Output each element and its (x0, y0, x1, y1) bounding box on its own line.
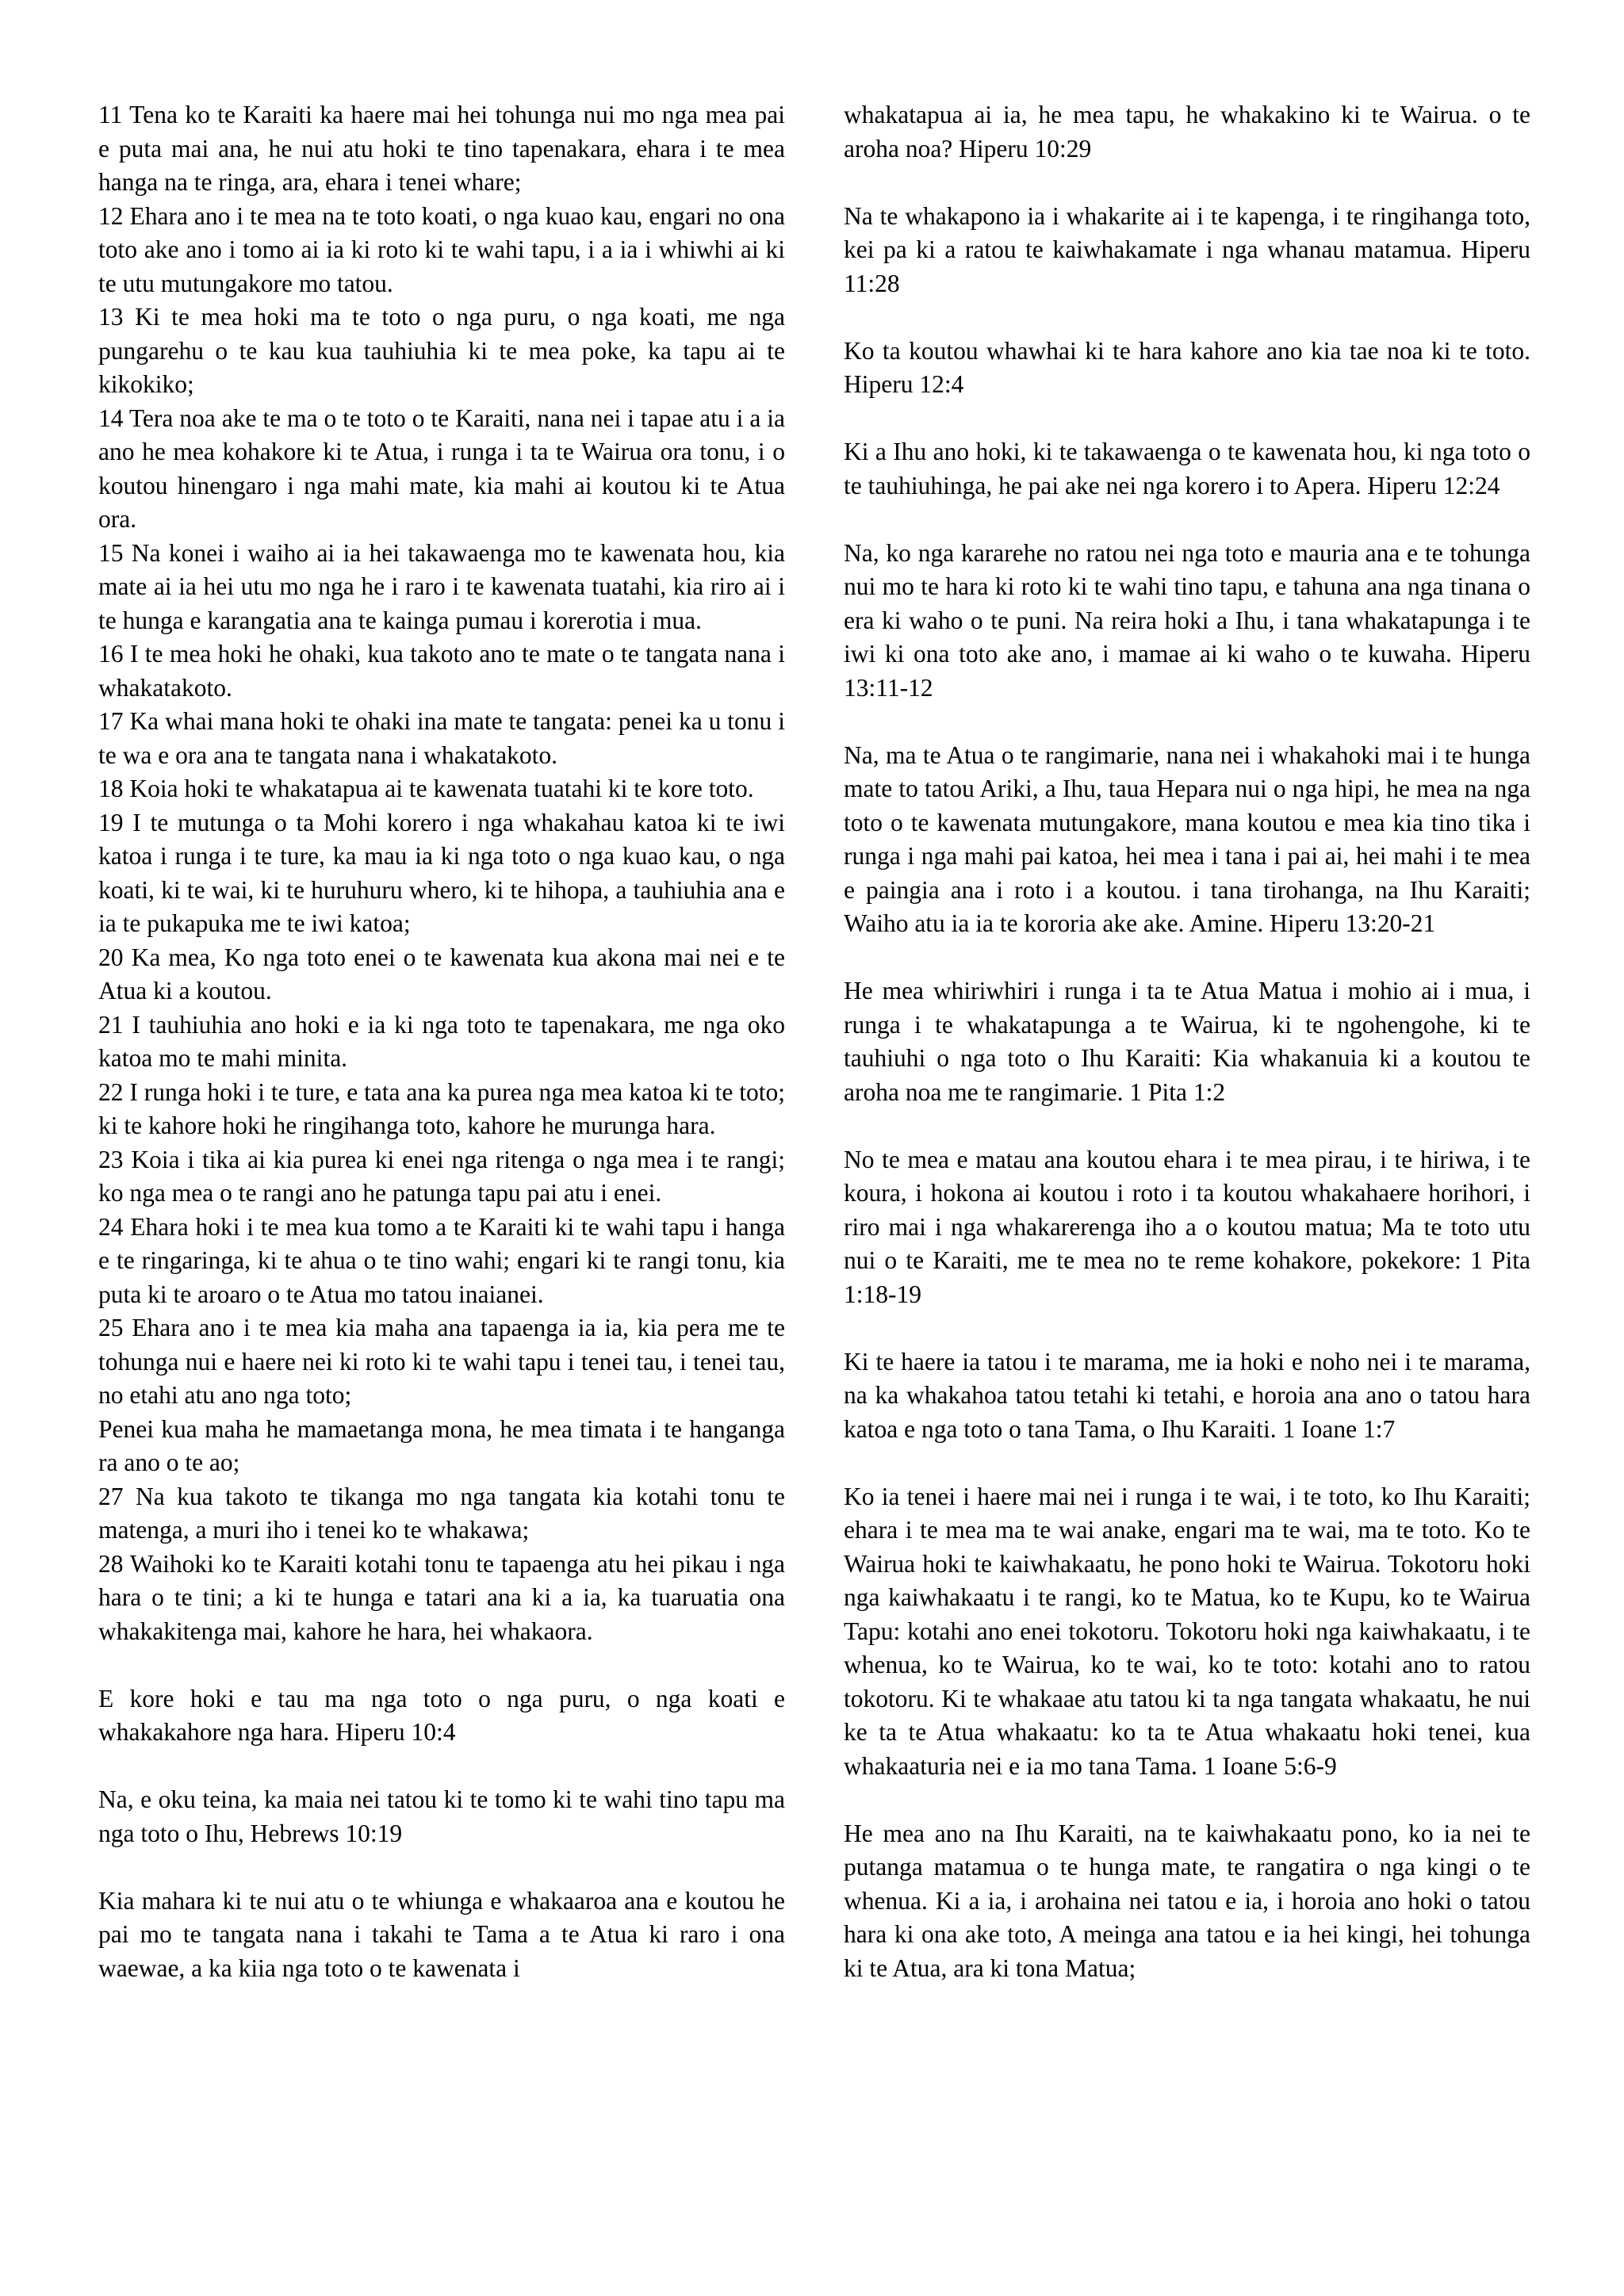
verse-27: 27 Na kua takoto te tikanga mo nga tangata kia kotahi tonu te matenga, a muri iho i tenei ko te whakawa; (98, 1482, 785, 1544)
right-column (844, 98, 1530, 1985)
verse-22: 22 I runga hoki i te ture, e tata ana ka purea nga mea katoa ki te toto; ki te kahore hoki he ringihanga toto, kahore he murunga hara. (98, 1077, 785, 1139)
verse-25: 25 Ehara ano i te mea kia maha ana tapaenga ia ia, kia pera me te tohunga nui e haere nei ki roto ki te wahi tapu i tenei tau, i tenei tau, no etahi atu ano nga toto; (98, 1314, 785, 1409)
verse-21: 21 I tauhiuhia ano hoki e ia ki nga toto te tapenakara, me nga oko katoa mo te mahi minita. (98, 1010, 785, 1072)
verse-15: 15 Na konei i waiho ai ia hei takawaenga mo te kawenata hou, kia mate ai ia hei utu mo nga he i raro i te kawenata tuatahi, kia riro ai i te hunga e karangatia ana te kainga pumau i korerotia i mua. (98, 538, 785, 634)
paragraph-hiperu-13-20-21: Na, ma te Atua o te rangimarie, nana nei i whakahoki mai i te hunga mate to tatou Ariki, a Ihu, taua Hepara nui o nga hipi, he mea na nga toto o te kawenata mutungakore, mana koutou e mea kia tino tika i runga i nga mahi pai katoa, hei mea i tana i pai ai, hei mahi i te mea e paingia ana i roto i a koutou. i tana tirohanga, na Ihu Karaiti; Waiho atu ia ia te kororia ake ake. Amine. Hiperu 13:20-21 (844, 740, 1530, 937)
verse-24: 24 Ehara hoki i te mea kua tomo a te Karaiti ki te wahi tapu i hanga e te ringaringa, ki te ahua o te tino wahi; engari ki te rangi tonu, kia puta ki te aroaro o te Atua mo tatou inaianei. (98, 1212, 785, 1308)
verse-19: 19 I te mutunga o ta Mohi korero i nga whakahau katoa ki te iwi katoa i runga i te ture, ka mau ia ki nga toto o nga kuao kau, o nga koati, ki te wai, ki te huruhuru whero, ki te hihopa, a tauhiuhia ana e ia te pukapuka me te iwi katoa; (98, 808, 785, 937)
verse-11: 11 Tena ko te Karaiti ka haere mai hei tohunga nui mo nga mea pai e puta mai ana, he nui atu hoki te tino tapenakara, ehara i te mea hanga na te ringa, ara, ehara i tenei whare; (98, 101, 785, 196)
verse-20: 20 Ka mea, Ko nga toto enei o te kawenata kua akona mai nei e te Atua ki a koutou. (98, 943, 785, 1004)
verse-13: 13 Ki te mea hoki ma te toto o nga puru, o nga koati, me nga pungarehu o te kau kua tauhiuhia ki te mea poke, ka tapu ai te kikokiko; (98, 303, 785, 398)
left-column (98, 98, 785, 1985)
paragraph-hiperu-12-4: Ko ta koutou whawhai ki te hara kahore ano kia tae noa ki te toto. Hiperu 12:4 (844, 336, 1530, 398)
paragraph-hiperu-10-29-start: Kia mahara ki te nui atu o te whiunga e whakaaroa ana e koutou he pai mo te tangata nana i takahi te Tama a te Atua ki raro i ona waewae, a ka kiia nga toto o te kawenata i (98, 1886, 785, 1982)
paragraph-hiperu-13-11-12: Na, ko nga kararehe no ratou nei nga toto e mauria ana e te tohunga nui mo te hara ki roto ki te wahi tino tapu, e tahuna ana nga tinana o era ki waho o te puni. Na reira hoki a Ihu, i tana whakatapunga i te iwi ki ona toto ake ano, i mamae ai ki waho o te kuwaha. Hiperu 13:11-12 (844, 538, 1530, 702)
paragraph-hebrews-10-19: Na, e oku teina, ka maia nei tatou ki te tomo ki te wahi tino tapu ma nga toto o Ihu, Hebrews 10:19 (98, 1785, 785, 1847)
paragraph-1-ioane-5-6-9: Ko ia tenei i haere mai nei i runga i te wai, i te toto, ko Ihu Karaiti; ehara i te mea ma te wai anake, engari ma te wai, ma te toto. Ko te Wairua hoki te kaiwhakaatu, he pono hoki te Wairua. Tokotoru hoki nga kaiwhakaatu i te rangi, ko te Matua, ko te Kupu, ko te Wairua Tapu: kotahi ano enei tokotoru. Tokotoru hoki nga kaiwhakaatu, i te whenua, ko te Wairua, ko te wai, ko te toto: kotahi ano to ratou tokotoru. Ki te whakaae atu tatou ki ta nga tangata whakaatu, he nui ke ta te Atua whakaatu: ko ta te Atua whakaatu hoki tenei, kua whakaaturia nei e ia mo tana Tama. 1 Ioane 5:6-9 (844, 1482, 1530, 1780)
paragraph-hiperu-11-28: Na te whakapono ia i whakarite ai i te kapenga, i te ringihanga toto, kei pa ki a ratou te kaiwhakamate i nga whanau matamua. Hiperu 11:28 (844, 201, 1530, 297)
verse-26: Penei kua maha he mamaetanga mona, he mea timata i te hanganga ra ano o te ao; (98, 1414, 785, 1476)
verse-18: 18 Koia hoki te whakatapua ai te kawenata tuatahi ki te kore toto. (98, 775, 754, 802)
paragraph-whakakitenga-1-5-6: He mea ano na Ihu Karaiti, na te kaiwhakaatu pono, ko ia nei te putanga matamua o te hunga mate, te rangatira o nga kingi o te whenua. Ki a ia, i arohaina nei tatou e ia, i horoia ano hoki o tatou hara ki ona ake toto, A meinga ana tatou e ia hei kingi, hei tohunga ki te Atua, ara ki tona Matua; (844, 1819, 1530, 1982)
verse-12: 12 Ehara ano i te mea na te toto koati, o nga kuao kau, engari no ona toto ake ano i tomo ai ia ki roto ki te wahi tapu, i a ia i whiwhi ai ki te utu mutungakore mo tatou. (98, 201, 785, 297)
paragraph-1-ioane-1-7: Ki te haere ia tatou i te marama, me ia hoki e noho nei i te marama, na ka whakahoa tatou tetahi ki tetahi, e horoia ana ano o tatou hara katoa e nga toto o tana Tama, o Ihu Karaiti. 1 Ioane 1:7 (844, 1347, 1530, 1443)
paragraph-hiperu-10-4: E kore hoki e tau ma nga toto o nga puru, o nga koati e whakakahore nga hara. Hiperu 10:4 (98, 1684, 785, 1746)
paragraph-hiperu-12-24: Ki a Ihu ano hoki, ki te takawaenga o te kawenata hou, ki nga toto o te tauhiuhinga, he pai ake nei nga korero i to Apera. Hiperu 12:24 (844, 438, 1530, 499)
verse-23: 23 Koia i tika ai kia purea ki enei nga ritenga o nga mea i te rangi; ko nga mea o te rangi ano he patunga tapu pai atu i enei. (98, 1145, 785, 1207)
verse-14: 14 Tera noa ake te ma o te toto o te Karaiti, nana nei i tapae atu i a ia ano he mea kohakore ki te Atua, i runga i ta te Wairua ora tonu, i o koutou hinengaro i nga mahi mate, kia mahi ai koutou ki te Atua ora. (98, 404, 785, 533)
paragraph-1-pita-1-2: He mea whiriwhiri i runga i ta te Atua Matua i mohio ai i mua, i runga i te whakatapunga a te Wairua, ki te ngohengohe, ki te tauhiuhi o nga toto o Ihu Karaiti: Kia whakanuia ki a koutou te aroha noa me te rangimarie. 1 Pita 1:2 (844, 977, 1530, 1106)
paragraph-1-pita-1-18-19: No te mea e matau ana koutou ehara i te mea pirau, i te hiriwa, i te koura, i hokona ai koutou i roto i ta koutou whakahaere horihori, i riro mai i nga whakarerenga iho a o koutou matua; Ma te toto utu nui o te Karaiti, me te mea no te reme kohakore, pokekore: 1 Pita 1:18-19 (844, 1145, 1530, 1308)
verse-16: 16 I te mea hoki he ohaki, kua takoto ano te mate o te tangata nana i whakatakoto. (98, 640, 785, 702)
verse-17: 17 Ka whai mana hoki te ohaki ina mate te tangata: penei ka u tonu i te wa e ora ana te tangata nana i whakatakoto. (98, 707, 785, 769)
verse-28: 28 Waihoki ko te Karaiti kotahi tonu te tapaenga atu hei pikau i nga hara o te tini; a ki te hunga e tatari ana ki a ia, ka tuaruatia ona whakakitenga mai, kahore he hara, hei whakaora. (98, 1549, 785, 1645)
paragraph-hiperu-10-29-end: whakatapua ai ia, he mea tapu, he whakakino ki te Wairua. o te aroha noa? Hiperu 10:29 (844, 101, 1530, 163)
